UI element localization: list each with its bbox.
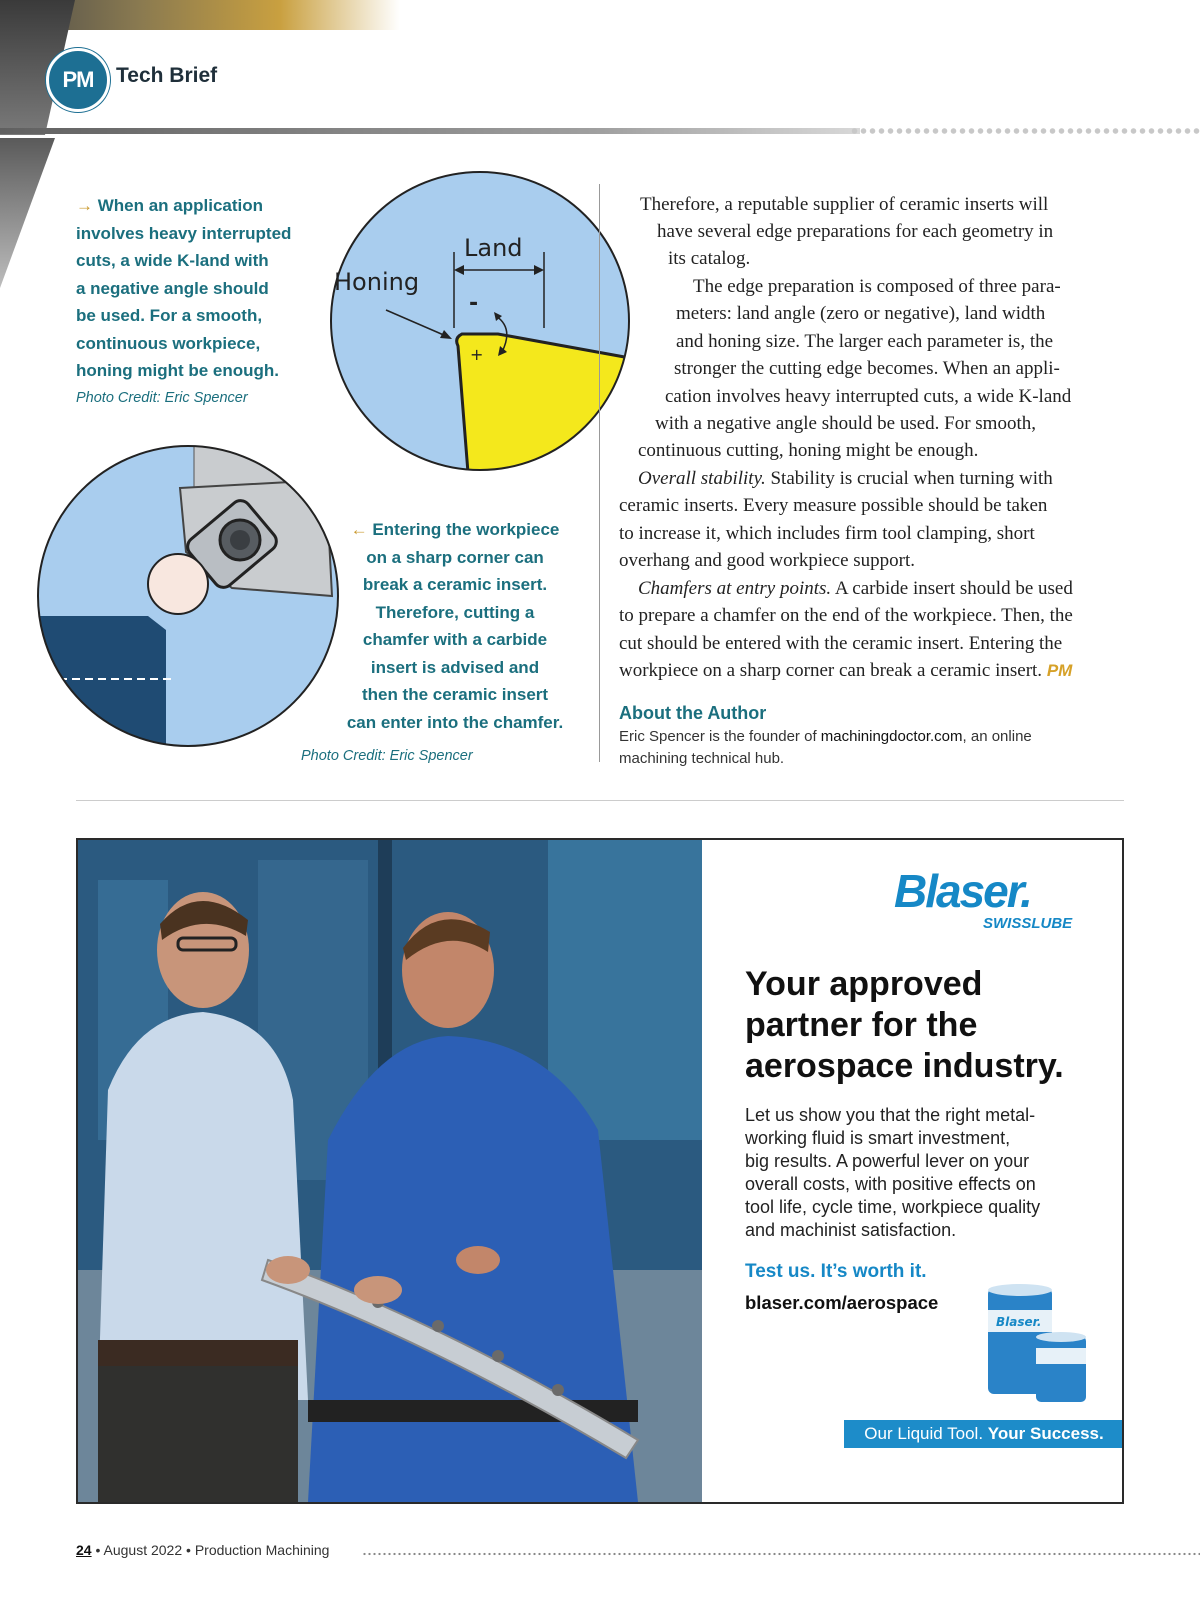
arrow-right-icon: → bbox=[76, 196, 93, 215]
issue-date: August 2022 bbox=[103, 1542, 183, 1558]
label-honing: Honing bbox=[334, 268, 420, 296]
ad-url-link[interactable]: blaser.com/aerospace bbox=[745, 1292, 939, 1313]
swisslube-logo: SWISSLUBE bbox=[983, 915, 1073, 932]
article-line-7: stronger the cutting edge becomes. When an appli- bbox=[674, 358, 1060, 379]
column-divider bbox=[599, 184, 600, 762]
ad-body-text: Let us show you that the right metal- working fluid is smart investment, big results. A powerful lever on your overall costs, with positive effects on tool life, cycle time, workpiece quality and machinist satisfaction. bbox=[745, 1105, 1041, 1240]
article-stability-line-3: to increase it, which includes firm tool clamping, short bbox=[619, 523, 1035, 544]
article-chamfer-line-1: Chamfers at entry points. A carbide insert should be used bbox=[638, 578, 1073, 599]
fluid-drums-image bbox=[982, 1280, 1092, 1410]
header-gray-wedge bbox=[0, 138, 55, 288]
figure2-credit: Photo Credit: Eric Spencer bbox=[301, 748, 473, 764]
article-line-2: have several edge preparations for each geometry in bbox=[657, 221, 1054, 242]
article-line-4: The edge preparation is composed of three para- bbox=[693, 276, 1061, 297]
blaser-advertisement[interactable] bbox=[76, 838, 1124, 1504]
figure2-caption: ← Entering the workpiece on a sharp corner can break a ceramic insert. Therefore, cutting a chamfer with a carbide insert is advised and then the ceramic insert can enter into the chamfer. bbox=[346, 520, 564, 732]
page-number: 24 bbox=[76, 1542, 92, 1558]
label-minus: - bbox=[469, 291, 479, 316]
article-stability-line-2: ceramic inserts. Every measure possible should be taken bbox=[619, 495, 1048, 516]
drum-small bbox=[1036, 1336, 1086, 1402]
article-line-1: Therefore, a reputable supplier of ceramic inserts will bbox=[640, 194, 1049, 215]
ceramic-insert-tip bbox=[148, 554, 208, 614]
label-plus: + bbox=[470, 345, 484, 364]
edge-preparation-diagram bbox=[330, 168, 642, 480]
label-land: Land bbox=[464, 234, 523, 262]
svg-text:Blaser.: Blaser. bbox=[996, 1315, 1042, 1329]
section-title: Tech Brief bbox=[116, 64, 218, 87]
chamfer-entry-diagram bbox=[36, 444, 342, 750]
article-stability-line-1: Overall stability. Stability is crucial when turning with bbox=[638, 468, 1053, 489]
author-website-link[interactable]: machiningdoctor.com bbox=[820, 728, 963, 745]
workpiece-shape bbox=[36, 616, 166, 750]
article-chamfer-line-2: to prepare a chamfer on the end of the workpiece. Then, the bbox=[619, 605, 1073, 626]
about-author-text: Eric Spencer is the founder of machiningdoctor.com, an online machining technical hub. bbox=[619, 728, 1032, 767]
ad-photo bbox=[78, 840, 702, 1502]
article-line-3: its catalog. bbox=[668, 248, 751, 269]
section-separator bbox=[76, 800, 1124, 801]
article-line-8: cation involves heavy interrupted cuts, a wide K-land bbox=[665, 386, 1072, 407]
article-stability-line-4: overhang and good workpiece support. bbox=[619, 550, 916, 571]
publication-name: Production Machining bbox=[194, 1542, 330, 1558]
footer-dotted-rule bbox=[362, 1552, 1200, 1556]
article-line-9: with a negative angle should be used. For smooth, bbox=[655, 413, 1036, 434]
article-chamfer-line-4: workpiece on a sharp corner can break a ceramic insert. PM bbox=[619, 660, 1073, 681]
header-dotted-rule bbox=[850, 128, 1200, 134]
pm-logo: PM bbox=[46, 48, 110, 112]
figure1-caption: → When an application involves heavy interrupted cuts, a wide K-land with a negative angle should be used. For a smooth, continuous workpiece, honing might be enough. bbox=[76, 196, 292, 380]
ad-headline: Your approved partner for the aerospace industry. bbox=[745, 965, 1064, 1085]
ad-call-to-action: Test us. It’s worth it. bbox=[745, 1261, 927, 1282]
article-line-10: continuous cutting, honing might be enough. bbox=[638, 440, 979, 461]
end-mark: PM bbox=[1046, 661, 1073, 680]
blaser-logo: Blaser. bbox=[894, 865, 1031, 917]
article-line-5: meters: land angle (zero or negative), land width bbox=[676, 303, 1046, 324]
header-rule bbox=[0, 128, 860, 134]
article-chamfer-line-3: cut should be entered with the ceramic insert. Entering the bbox=[619, 633, 1063, 654]
ad-tagline-band: Our Liquid Tool. Your Success. bbox=[844, 1420, 1124, 1448]
article-line-6: and honing size. The larger each parameter is, the bbox=[676, 331, 1054, 352]
arrow-left-icon: ← bbox=[350, 520, 368, 539]
about-author-heading: About the Author bbox=[619, 703, 767, 723]
chamfer-subhead: Chamfers at entry points. bbox=[638, 578, 832, 599]
page-footer: 24 • August 2022 • Production Machining bbox=[76, 1542, 330, 1558]
stability-subhead: Overall stability. bbox=[638, 468, 766, 489]
ad-photo-illustration bbox=[78, 840, 702, 1502]
figure1-credit: Photo Credit: Eric Spencer bbox=[76, 390, 248, 406]
